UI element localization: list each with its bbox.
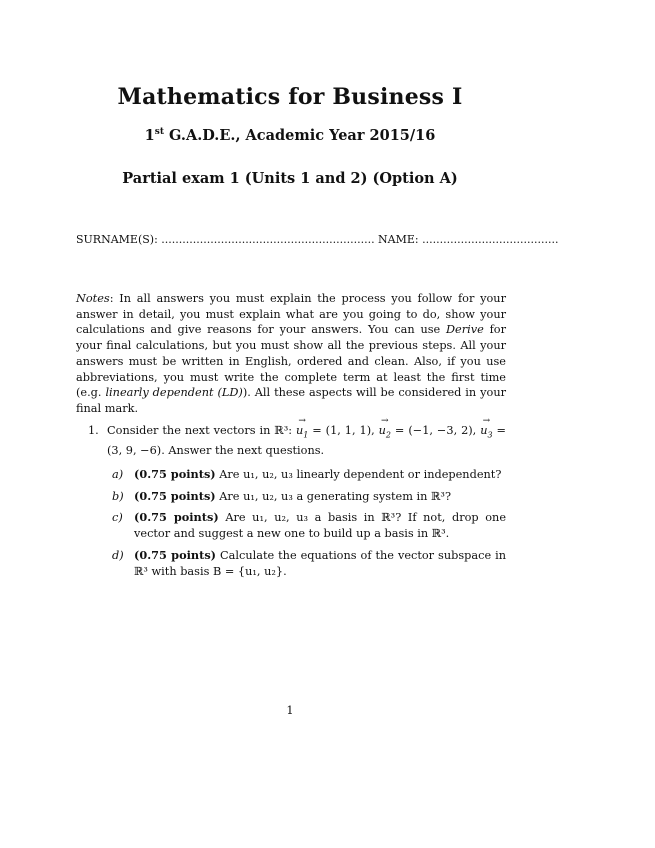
part-text: Calculate the equations of the vector subspace in ℝ³ with basis B = {u₁, u₂}. (134, 548, 506, 578)
part-label: c) (112, 511, 123, 525)
notes-text-a: : In all answers you must explain the process you follow for your answer in detail, you must explain what are you going to do, show your calculations and give reasons for your answers. You can use (76, 292, 506, 337)
notes-text-c: ). All these aspects will be considered in your final mark. (76, 386, 506, 415)
question-1-intro: Consider the next vectors in ℝ³: (107, 424, 296, 437)
notes-label: Notes (76, 292, 110, 305)
notes-example: linearly dependent (LD) (105, 386, 243, 400)
part-text: Are u₁, u₂, u₃ linearly dependent or independent? (219, 468, 502, 481)
name-fields-line: SURNAME(S): ............................................................. NAME: ....................................... (76, 233, 559, 246)
part-label: a) (112, 468, 124, 481)
course-line (0, 127, 580, 144)
course-number: 1 (144, 127, 155, 144)
vector-u3-symbol: → $u_3$ (480, 423, 492, 443)
course-ordinal-suffix: st (154, 127, 164, 138)
part-points: (0.75 points) (134, 488, 216, 503)
question-number: 1. (88, 424, 99, 437)
document-title: Mathematics for Business I (117, 84, 463, 110)
part-a (112, 467, 506, 483)
part-label: b) (112, 489, 124, 503)
notes-text-b: for your final calculations, but you must show all the previous steps. All your answers must be written in English, ordered and clean. Also, if you use abbreviations, you must write the complete term at least the first time (e.g. (76, 323, 506, 400)
notes-derive: Derive (445, 323, 484, 337)
vector-u2-value: = (−1, −3, 2), (391, 424, 481, 437)
course-name-year: G.A.D.E., Academic Year 2015/16 (163, 127, 436, 144)
part-points: (0.75 points) (134, 467, 216, 481)
question-1-parts (112, 467, 506, 585)
part-d (112, 548, 506, 579)
part-points: (0.75 points) (134, 510, 219, 525)
part-b (112, 489, 506, 505)
vector-u1-symbol: → $u_1$ (296, 423, 308, 443)
page-number: 1 (286, 704, 294, 717)
vector-u3-value: = (3, 9, −6). Answer the next questions. (107, 424, 506, 457)
notes-paragraph (76, 291, 506, 417)
question-1 (88, 423, 506, 459)
part-text: Are u₁, u₂, u₃ a generating system in ℝ³? (219, 489, 452, 503)
question-1-body (107, 423, 506, 459)
exam-title: Partial exam 1 (Units 1 and 2) (Option A) (122, 170, 458, 187)
vector-u2-symbol: → $u_2$ (379, 423, 391, 443)
vector-u1-value: = (1, 1, 1), (308, 424, 379, 437)
part-points: (0.75 points) (134, 547, 217, 562)
part-label: d) (112, 548, 124, 562)
part-text: Are u₁, u₂, u₃ a basis in ℝ³? If not, drop one vector and suggest a new one to build up a basis in ℝ³. (134, 511, 507, 541)
part-c (112, 510, 506, 541)
